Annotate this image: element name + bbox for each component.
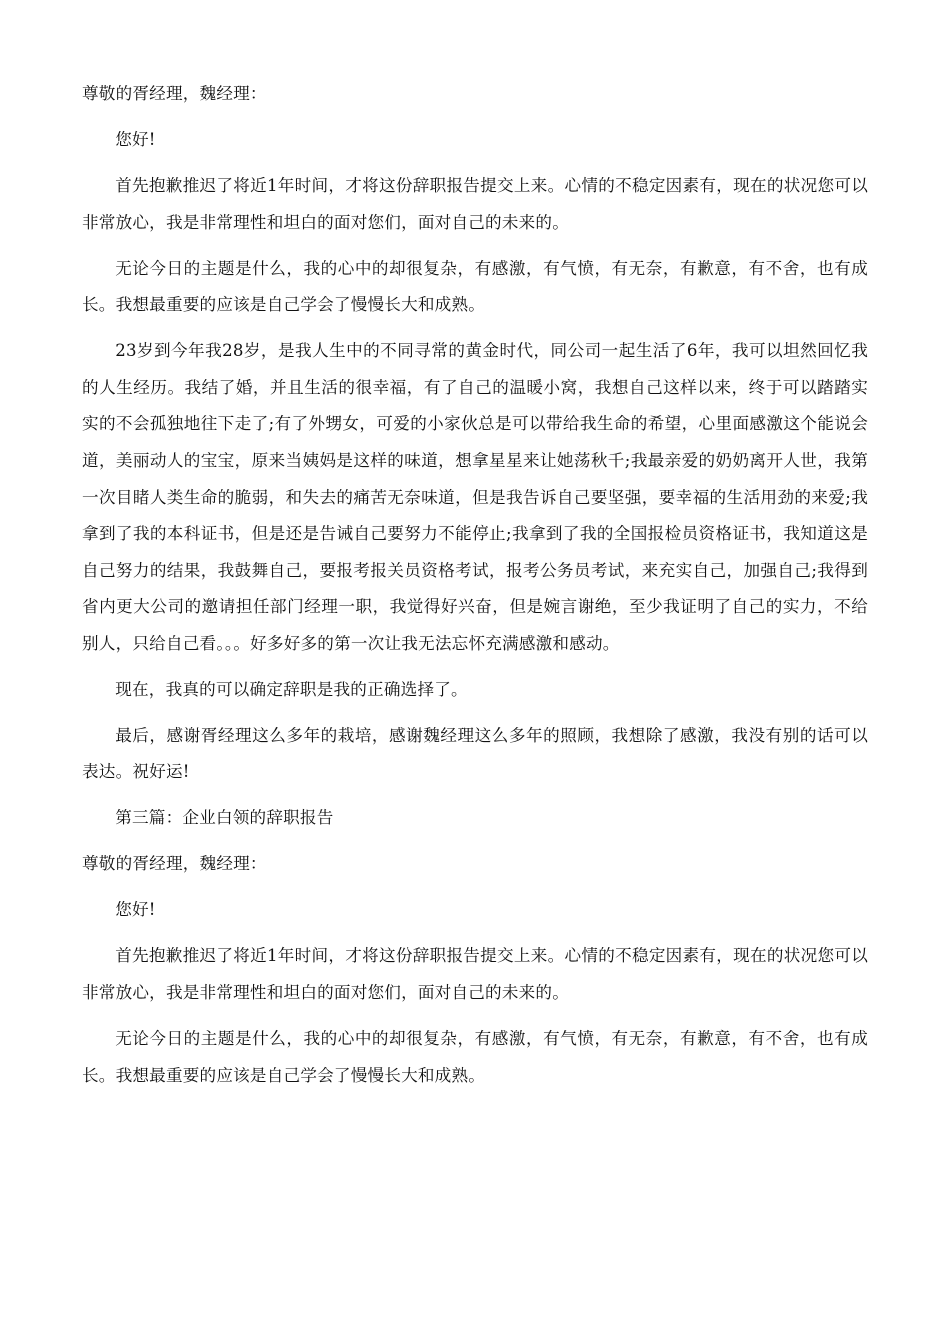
paragraph-life-experience: 23岁到今年我28岁，是我人生中的不同寻常的黄金时代，同公司一起生活了6年，我可以坦然回忆我的人生经历。我结了婚，并且生活的很幸福，有了自己的温暖小窝，我想自己这样以来，终于可以踏踏实实的不会孤独地往下走了;有了外甥女，可爱的小家伙总是可以带给我生命的希望，心里面感激这个能说会道，美丽动人的宝宝，原来当姨妈是这样的味道，想拿星星来让她荡秋千;我最亲爱的奶奶离开人世，我第一次目睹人类生命的脆弱，和失去的痛苦无奈味道，但是我告诉自己要坚强，要幸福的生活用劲的来爱;我拿到了我的本科证书，但是还是告诫自己要努力不能停止;我拿到了我的全国报检员资格证书，我知道这是自己努力的结果，我鼓舞自己，要报考报关员资格考试，报考公务员考试，来充实自己，加强自己;我得到省内更大公司的邀请担任部门经理一职，我觉得好兴奋，但是婉言谢绝，至少我证明了自己的实力，不给别人，只给自己看。。。好多好多的第一次让我无法忘怀充满感激和感动。 xyxy=(82,341,868,653)
paragraph-feelings-2: 无论今日的主题是什么，我的心中的却很复杂，有感激，有气愤，有无奈，有歉意，有不舍，也有成长。我想最重要的应该是自己学会了慢慢长大和成熟。 xyxy=(82,1028,868,1085)
paragraph-apology: 首先抱歉推迟了将近1年时间，才将这份辞职报告提交上来。心情的不稳定因素有，现在的状况您可以非常放心，我是非常理性和坦白的面对您们，面对自己的未来的。 xyxy=(82,175,868,232)
section-heading: 第三篇：企业白领的辞职报告 xyxy=(115,808,334,828)
salutation-2: 尊敬的胥经理，魏经理： xyxy=(82,854,267,874)
paragraph-apology-2: 首先抱歉推迟了将近1年时间，才将这份辞职报告提交上来。心情的不稳定因素有，现在的状况您可以非常放心，我是非常理性和坦白的面对您们，面对自己的未来的。 xyxy=(82,946,868,1002)
paragraph-decision: 现在，我真的可以确定辞职是我的正确选择了。 xyxy=(115,679,468,699)
paragraph-feelings: 无论今日的主题是什么，我的心中的却很复杂，有感激，有气愤，有无奈，有歉意，有不舍，也有成长。我想最重要的应该是自己学会了慢慢长大和成熟。 xyxy=(82,258,868,315)
salutation: 尊敬的胥经理，魏经理： xyxy=(82,84,267,103)
greeting-2: 您好! xyxy=(115,900,156,920)
paragraph-closing: 最后，感谢胥经理这么多年的栽培，感谢魏经理这么多年的照顾，我想除了感激，我没有别的话可以表达。祝好运! xyxy=(82,725,868,782)
document-body xyxy=(82,76,868,1104)
greeting: 您好! xyxy=(115,129,156,149)
